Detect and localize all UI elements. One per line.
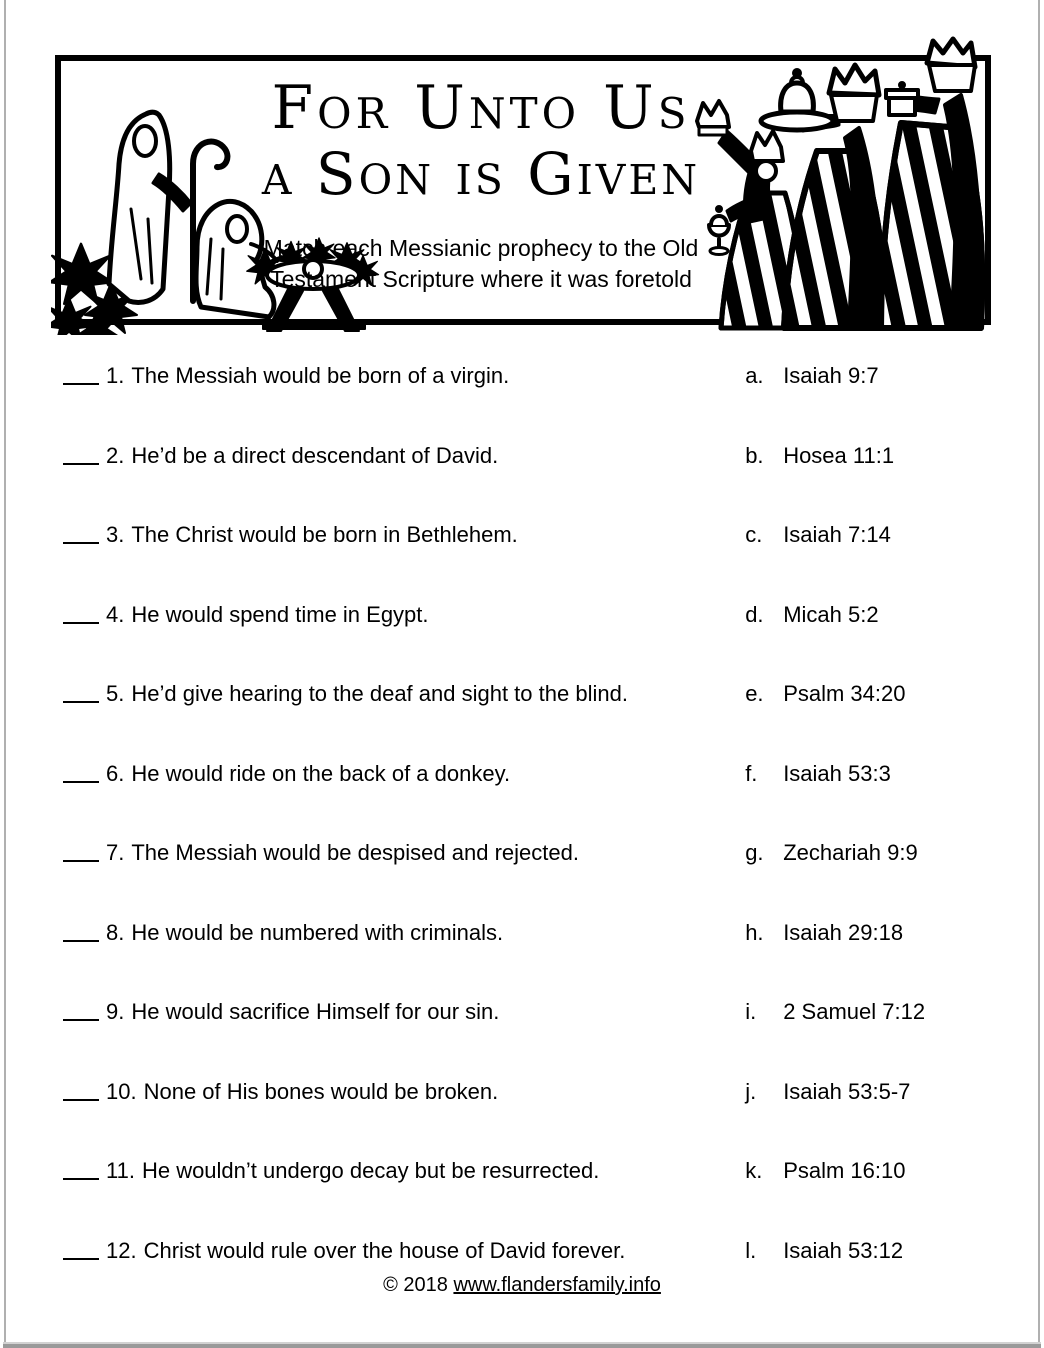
question-number: 7. [106,840,125,865]
question-number: 10. [106,1078,137,1104]
answer-blank[interactable] [63,781,99,783]
footer-link[interactable]: www.flandersfamily.info [453,1274,661,1296]
worksheet-header [55,55,991,325]
answer-blank[interactable] [63,1258,99,1260]
answer-letter: f. [745,760,758,786]
answer-letter: h. [745,919,764,945]
answer-letter: i. [745,999,757,1024]
scripture-reference: Hosea 11:1 [783,442,895,468]
question-row [63,920,989,1000]
question-number: 12. [106,1237,137,1263]
scripture-reference: Psalm 34:20 [783,681,906,706]
answer-blank[interactable] [63,542,99,544]
question-text: He would be numbered with criminals. [131,919,504,945]
answer-letter: e. [745,681,764,706]
question-row [63,1079,989,1159]
answer-blank[interactable] [63,463,99,465]
question-number: 2. [106,442,125,468]
question-number: 3. [106,522,125,547]
worksheet-title [211,75,751,207]
matching-quiz [63,363,989,1317]
question-row [63,681,989,761]
question-number: 11. [106,1158,135,1183]
question-text: None of His bones would be broken. [143,1078,499,1104]
question-row [63,443,989,523]
answer-letter: g. [745,840,764,865]
instructions-line-2: Testament Scripture where it was foretold [270,266,692,292]
answer-blank[interactable] [63,701,99,703]
question-text: He would spend time in Egypt. [131,601,429,627]
question-text: He would ride on the back of a donkey. [131,760,511,786]
copyright-footer [0,1272,1044,1298]
scripture-reference: Isaiah 29:18 [783,919,904,945]
answer-letter: b. [745,442,764,468]
answer-letter: j. [745,1078,757,1104]
question-row [63,363,989,443]
scripture-reference: Isaiah 7:14 [783,522,891,547]
title-line-1: For Unto Us [271,73,691,143]
question-number: 5. [106,681,125,706]
scripture-reference: 2 Samuel 7:12 [783,999,926,1024]
question-number: 8. [106,919,125,945]
scripture-reference: Isaiah 53:3 [783,760,891,786]
page-left-edge [4,0,6,1344]
question-text: He’d be a direct descendant of David. [131,442,499,468]
answer-blank[interactable] [63,940,99,942]
copyright-text: © 2018 [383,1274,448,1296]
answer-letter: a. [745,363,764,388]
answer-blank[interactable] [63,1178,99,1180]
answer-letter: l. [745,1237,757,1263]
question-number: 1. [106,363,125,388]
question-row [63,602,989,682]
question-row [63,522,989,602]
question-text: The Messiah would be despised and rejected. [131,840,579,865]
question-number: 4. [106,601,125,627]
question-row [63,761,989,841]
scripture-reference: Isaiah 9:7 [783,363,879,388]
question-text: The Messiah would be born of a virgin. [131,363,510,388]
question-text: Christ would rule over the house of David forever. [143,1237,626,1263]
scripture-reference: Zechariah 9:9 [783,840,918,865]
question-number: 9. [106,999,125,1024]
scripture-reference: Psalm 16:10 [783,1158,906,1183]
question-text: He would sacrifice Himself for our sin. [131,999,500,1024]
instructions-line-1: Match each Messianic prophecy to the Old [263,235,699,261]
answer-blank[interactable] [63,1099,99,1101]
answer-letter: c. [745,522,763,547]
question-row [63,999,989,1079]
answer-blank[interactable] [63,622,99,624]
scripture-reference: Isaiah 53:12 [783,1237,904,1263]
answer-blank[interactable] [63,860,99,862]
answer-letter: d. [745,601,764,627]
answer-blank[interactable] [63,383,99,385]
question-text: The Christ would be born in Bethlehem. [131,522,518,547]
page-right-edge [1038,0,1040,1344]
question-text: He’d give hearing to the deaf and sight to the blind. [131,681,628,706]
answer-blank[interactable] [63,1019,99,1021]
question-text: He wouldn’t undergo decay but be resurrected. [141,1158,600,1183]
question-row [63,1158,989,1238]
question-row [63,840,989,920]
question-number: 6. [106,760,125,786]
page-bottom-edge [3,1342,1041,1348]
title-line-2: a Son is Given [261,140,701,208]
scripture-reference: Micah 5:2 [783,601,879,627]
answer-letter: k. [745,1158,763,1183]
scripture-reference: Isaiah 53:5-7 [783,1078,911,1104]
worksheet-instructions [211,233,751,295]
